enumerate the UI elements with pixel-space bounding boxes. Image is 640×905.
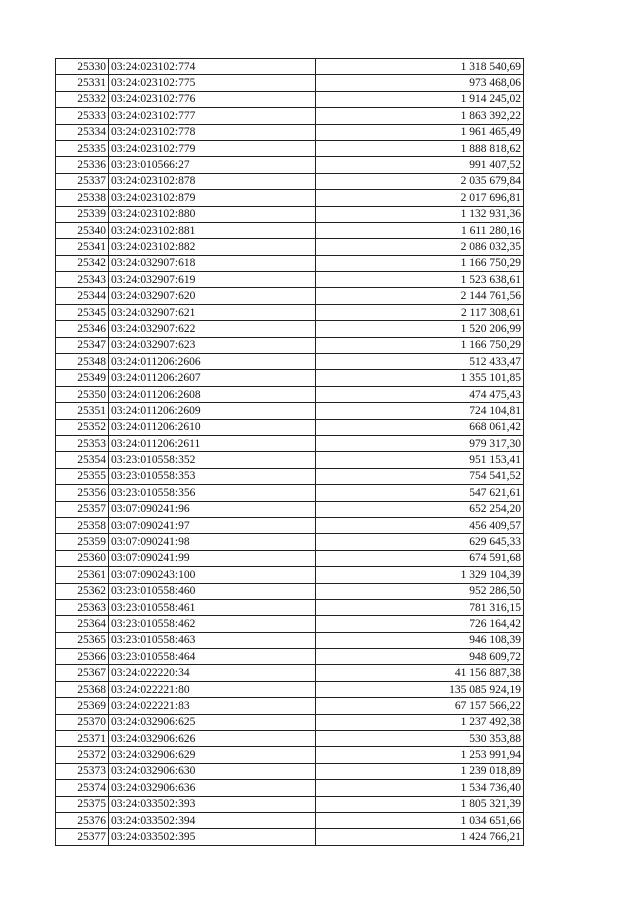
table-row	[56, 403, 524, 419]
cadastral-value-cell: 726 164,42	[316, 616, 524, 632]
cadastral-value-cell: 1 534 736,40	[316, 780, 524, 796]
cadastral-number-cell: 03:23:010566:27	[109, 157, 316, 173]
row-number-cell: 25351	[56, 403, 109, 419]
cadastral-value-cell: 668 061,42	[316, 419, 524, 435]
row-number-cell: 25371	[56, 731, 109, 747]
table-row	[56, 714, 524, 730]
row-number-cell: 25341	[56, 239, 109, 255]
cadastral-number-cell: 03:24:032906:625	[109, 714, 316, 730]
row-number-cell: 25355	[56, 468, 109, 484]
row-number-cell: 25353	[56, 435, 109, 451]
row-number-cell: 25364	[56, 616, 109, 632]
cadastral-number-cell: 03:24:033502:395	[109, 829, 316, 845]
table-row	[56, 796, 524, 812]
cadastral-value-cell: 67 157 566,22	[316, 698, 524, 714]
row-number-cell: 25361	[56, 567, 109, 583]
row-number-cell: 25339	[56, 206, 109, 222]
table-row	[56, 304, 524, 320]
row-number-cell: 25368	[56, 681, 109, 697]
cadastral-number-cell: 03:24:023102:774	[109, 59, 316, 75]
cadastral-value-cell: 1 961 465,49	[316, 124, 524, 140]
table-row	[56, 59, 524, 75]
cadastral-number-cell: 03:24:023102:779	[109, 140, 316, 156]
table-row	[56, 812, 524, 828]
cadastral-value-cell: 652 254,20	[316, 501, 524, 517]
cadastral-value-cell: 1 166 750,29	[316, 337, 524, 353]
cadastral-value-cell: 946 108,39	[316, 632, 524, 648]
table-row	[56, 255, 524, 271]
row-number-cell: 25377	[56, 829, 109, 845]
cadastral-number-cell: 03:24:023102:881	[109, 222, 316, 238]
cadastral-value-cell: 2 035 679,84	[316, 173, 524, 189]
cadastral-value-cell: 1 239 018,89	[316, 763, 524, 779]
cadastral-number-cell: 03:24:032907:618	[109, 255, 316, 271]
cadastral-value-cell: 530 353,88	[316, 731, 524, 747]
cadastral-value-cell: 724 104,81	[316, 403, 524, 419]
cadastral-value-cell: 1 166 750,29	[316, 255, 524, 271]
cadastral-number-cell: 03:24:011206:2607	[109, 370, 316, 386]
table-row	[56, 517, 524, 533]
table-row	[56, 452, 524, 468]
cadastral-number-cell: 03:24:011206:2609	[109, 403, 316, 419]
cadastral-number-cell: 03:24:022220:34	[109, 665, 316, 681]
table-row	[56, 632, 524, 648]
row-number-cell: 25373	[56, 763, 109, 779]
cadastral-number-cell: 03:07:090241:97	[109, 517, 316, 533]
table-row	[56, 108, 524, 124]
row-number-cell: 25333	[56, 108, 109, 124]
table-row	[56, 665, 524, 681]
row-number-cell: 25357	[56, 501, 109, 517]
cadastral-number-cell: 03:24:023102:878	[109, 173, 316, 189]
row-number-cell: 25363	[56, 599, 109, 615]
table-row	[56, 370, 524, 386]
cadastral-number-cell: 03:24:032906:626	[109, 731, 316, 747]
row-number-cell: 25366	[56, 649, 109, 665]
row-number-cell: 25365	[56, 632, 109, 648]
table-row	[56, 747, 524, 763]
row-number-cell: 25352	[56, 419, 109, 435]
cadastral-value-cell: 2 144 761,56	[316, 288, 524, 304]
cadastral-value-cell: 2 017 696,81	[316, 190, 524, 206]
row-number-cell: 25335	[56, 140, 109, 156]
cadastral-value-cell: 781 316,15	[316, 599, 524, 615]
table-row	[56, 354, 524, 370]
row-number-cell: 25359	[56, 534, 109, 550]
cadastral-number-cell: 03:24:011206:2608	[109, 386, 316, 402]
cadastral-number-cell: 03:24:023102:775	[109, 75, 316, 91]
row-number-cell: 25348	[56, 354, 109, 370]
row-number-cell: 25344	[56, 288, 109, 304]
table-body	[56, 59, 524, 846]
cadastral-number-cell: 03:24:033502:394	[109, 812, 316, 828]
row-number-cell: 25375	[56, 796, 109, 812]
table-row	[56, 140, 524, 156]
cadastral-value-cell: 2 086 032,35	[316, 239, 524, 255]
cadastral-number-cell: 03:24:011206:2606	[109, 354, 316, 370]
cadastral-value-cell: 512 433,47	[316, 354, 524, 370]
table-row	[56, 763, 524, 779]
row-number-cell: 25376	[56, 812, 109, 828]
table-row	[56, 567, 524, 583]
table-row	[56, 435, 524, 451]
cadastral-value-cell: 547 621,61	[316, 485, 524, 501]
cadastral-value-cell: 456 409,57	[316, 517, 524, 533]
table-row	[56, 780, 524, 796]
cadastral-value-cell: 1 318 540,69	[316, 59, 524, 75]
cadastral-value-cell: 979 317,30	[316, 435, 524, 451]
cadastral-value-cell: 474 475,43	[316, 386, 524, 402]
cadastral-number-cell: 03:24:032907:620	[109, 288, 316, 304]
row-number-cell: 25343	[56, 272, 109, 288]
cadastral-value-cell: 1 523 638,61	[316, 272, 524, 288]
row-number-cell: 25367	[56, 665, 109, 681]
cadastral-number-cell: 03:24:032907:623	[109, 337, 316, 353]
cadastral-number-cell: 03:24:032906:636	[109, 780, 316, 796]
row-number-cell: 25372	[56, 747, 109, 763]
row-number-cell: 25346	[56, 321, 109, 337]
cadastral-number-cell: 03:24:023102:778	[109, 124, 316, 140]
cadastral-value-cell: 1 329 104,39	[316, 567, 524, 583]
table-row	[56, 649, 524, 665]
cadastral-value-cell: 973 468,06	[316, 75, 524, 91]
cadastral-number-cell: 03:07:090241:98	[109, 534, 316, 550]
cadastral-value-cell: 2 117 308,61	[316, 304, 524, 320]
cadastral-number-cell: 03:23:010558:463	[109, 632, 316, 648]
cadastral-number-cell: 03:07:090241:96	[109, 501, 316, 517]
cadastral-number-cell: 03:24:023102:882	[109, 239, 316, 255]
table-row	[56, 337, 524, 353]
row-number-cell: 25337	[56, 173, 109, 189]
table-row	[56, 698, 524, 714]
table-row	[56, 419, 524, 435]
cadastral-number-cell: 03:23:010558:462	[109, 616, 316, 632]
cadastral-number-cell: 03:24:032906:630	[109, 763, 316, 779]
row-number-cell: 25369	[56, 698, 109, 714]
row-number-cell: 25354	[56, 452, 109, 468]
cadastral-number-cell: 03:24:032906:629	[109, 747, 316, 763]
cadastral-number-cell: 03:24:023102:777	[109, 108, 316, 124]
cadastral-number-cell: 03:24:022221:83	[109, 698, 316, 714]
cadastral-number-cell: 03:23:010558:353	[109, 468, 316, 484]
cadastral-number-cell: 03:23:010558:352	[109, 452, 316, 468]
cadastral-value-cell: 1 424 766,21	[316, 829, 524, 845]
table-row	[56, 124, 524, 140]
row-number-cell: 25338	[56, 190, 109, 206]
table-row	[56, 829, 524, 845]
cadastral-value-cell: 948 609,72	[316, 649, 524, 665]
table-row	[56, 239, 524, 255]
cadastral-value-cell: 1 520 206,99	[316, 321, 524, 337]
row-number-cell: 25356	[56, 485, 109, 501]
cadastral-value-cell: 674 591,68	[316, 550, 524, 566]
table-row	[56, 534, 524, 550]
cadastral-number-cell: 03:24:011206:2610	[109, 419, 316, 435]
cadastral-value-cell: 629 645,33	[316, 534, 524, 550]
cadastral-number-cell: 03:24:033502:393	[109, 796, 316, 812]
cadastral-value-cell: 1 805 321,39	[316, 796, 524, 812]
row-number-cell: 25334	[56, 124, 109, 140]
cadastral-value-cell: 1 914 245,02	[316, 91, 524, 107]
table-row	[56, 386, 524, 402]
cadastral-number-cell: 03:24:011206:2611	[109, 435, 316, 451]
cadastral-value-cell: 1 253 991,94	[316, 747, 524, 763]
cadastral-value-cell: 1 132 931,36	[316, 206, 524, 222]
cadastral-number-cell: 03:23:010558:464	[109, 649, 316, 665]
cadastral-value-cell: 1 237 492,38	[316, 714, 524, 730]
row-number-cell: 25362	[56, 583, 109, 599]
cadastral-number-cell: 03:23:010558:460	[109, 583, 316, 599]
cadastral-number-cell: 03:24:022221:80	[109, 681, 316, 697]
table-row	[56, 321, 524, 337]
cadastral-value-cell: 1 863 392,22	[316, 108, 524, 124]
table-row	[56, 272, 524, 288]
table-row	[56, 75, 524, 91]
cadastral-number-cell: 03:24:023102:776	[109, 91, 316, 107]
cadastral-number-cell: 03:23:010558:356	[109, 485, 316, 501]
row-number-cell: 25358	[56, 517, 109, 533]
row-number-cell: 25360	[56, 550, 109, 566]
table-row	[56, 91, 524, 107]
table-row	[56, 681, 524, 697]
row-number-cell: 25350	[56, 386, 109, 402]
cadastral-value-cell: 754 541,52	[316, 468, 524, 484]
row-number-cell: 25342	[56, 255, 109, 271]
table-row	[56, 206, 524, 222]
table-row	[56, 468, 524, 484]
table-row	[56, 222, 524, 238]
row-number-cell: 25331	[56, 75, 109, 91]
row-number-cell: 25330	[56, 59, 109, 75]
cadastral-value-cell: 41 156 887,38	[316, 665, 524, 681]
cadastral-number-cell: 03:23:010558:461	[109, 599, 316, 615]
cadastral-value-cell: 991 407,52	[316, 157, 524, 173]
row-number-cell: 25370	[56, 714, 109, 730]
table-row	[56, 616, 524, 632]
row-number-cell: 25336	[56, 157, 109, 173]
table-row	[56, 190, 524, 206]
row-number-cell: 25347	[56, 337, 109, 353]
table-row	[56, 485, 524, 501]
table-row	[56, 731, 524, 747]
cadastral-value-cell: 1 034 651,66	[316, 812, 524, 828]
table-row	[56, 599, 524, 615]
table-row	[56, 550, 524, 566]
cadastral-number-cell: 03:24:023102:879	[109, 190, 316, 206]
table-row	[56, 157, 524, 173]
cadastral-value-cell: 1 611 280,16	[316, 222, 524, 238]
cadastral-value-table	[55, 58, 524, 846]
table-row	[56, 288, 524, 304]
cadastral-number-cell: 03:07:090243:100	[109, 567, 316, 583]
table-row	[56, 501, 524, 517]
table-row	[56, 173, 524, 189]
cadastral-number-cell: 03:24:032907:622	[109, 321, 316, 337]
cadastral-number-cell: 03:24:032907:621	[109, 304, 316, 320]
row-number-cell: 25332	[56, 91, 109, 107]
row-number-cell: 25340	[56, 222, 109, 238]
table-row	[56, 583, 524, 599]
cadastral-value-cell: 1 888 818,62	[316, 140, 524, 156]
cadastral-number-cell: 03:07:090241:99	[109, 550, 316, 566]
cadastral-value-cell: 951 153,41	[316, 452, 524, 468]
cadastral-number-cell: 03:24:032907:619	[109, 272, 316, 288]
cadastral-value-cell: 1 355 101,85	[316, 370, 524, 386]
cadastral-value-cell: 952 286,50	[316, 583, 524, 599]
cadastral-number-cell: 03:24:023102:880	[109, 206, 316, 222]
cadastral-value-cell: 135 085 924,19	[316, 681, 524, 697]
row-number-cell: 25374	[56, 780, 109, 796]
row-number-cell: 25349	[56, 370, 109, 386]
row-number-cell: 25345	[56, 304, 109, 320]
